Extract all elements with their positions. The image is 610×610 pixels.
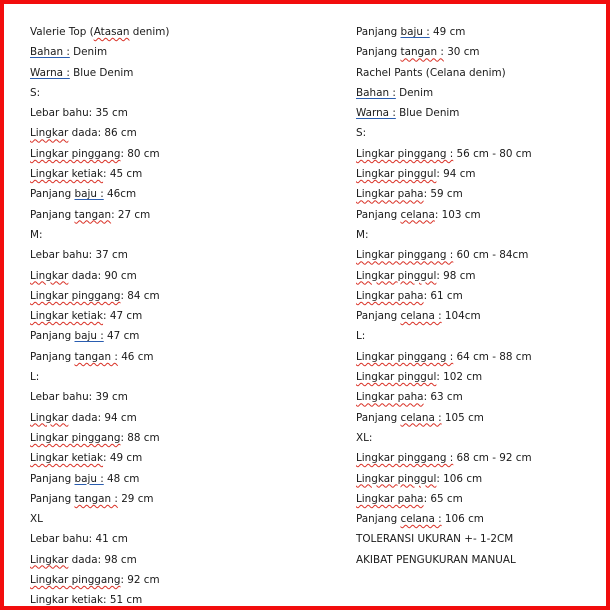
line-text: S:	[30, 86, 41, 99]
text-line	[356, 266, 596, 286]
spellcheck-marked-word: Lingkar pinggang	[30, 147, 121, 160]
text-line	[30, 428, 330, 448]
spellcheck-marked-word: Lingkar paha	[356, 391, 424, 404]
line-text: Valerie Top (	[30, 26, 94, 38]
spellcheck-marked-word: Lingkar ketiak	[30, 168, 104, 181]
text-line	[30, 590, 330, 610]
line-text: 68 cm - 92 cm	[453, 452, 532, 465]
line-text: 64 cm - 88 cm	[453, 350, 532, 363]
spellcheck-marked-word: Lingkar ketiak	[30, 310, 104, 323]
text-line	[356, 286, 596, 306]
text-line	[30, 63, 330, 83]
spellcheck-marked-word: Lingkar pinggang	[30, 431, 121, 444]
line-text: Blue Denim	[69, 66, 134, 79]
grammar-marked-word: Bahan :	[30, 46, 70, 59]
line-text: Lebar bahu: 39 cm	[30, 391, 128, 404]
spellcheck-marked-word: Lingkar ketiak	[30, 452, 104, 465]
line-text: : 49 cm	[103, 452, 143, 465]
spellcheck-marked-word: Lingkar paha	[356, 492, 424, 505]
spellcheck-marked-word: Lingkar pinggang :	[356, 452, 454, 465]
spellcheck-marked-word: Lingkar pinggul	[356, 168, 437, 181]
line-text: 105 cm	[441, 411, 484, 424]
text-line	[30, 266, 330, 286]
text-line	[30, 570, 330, 590]
line-text: Panjang	[356, 46, 401, 59]
text-line	[356, 63, 596, 83]
text-line	[30, 205, 330, 225]
text-line	[30, 387, 330, 407]
text-line	[356, 469, 596, 489]
line-text: Panjang	[30, 492, 75, 505]
spellcheck-marked-word: Atasan	[93, 26, 130, 38]
text-line	[356, 22, 596, 42]
text-line	[30, 347, 330, 367]
line-text: : 92 cm	[120, 574, 160, 587]
spellcheck-marked-word: celana :	[400, 411, 442, 424]
line-text: Panjang	[356, 310, 401, 323]
spellcheck-marked-word: tangan	[74, 208, 112, 221]
line-text: : 47 cm	[103, 310, 143, 323]
text-line	[356, 184, 596, 204]
spellcheck-marked-word: Lingkar pinggul	[356, 269, 437, 282]
line-text: : 84 cm	[120, 289, 160, 302]
line-text: Lebar bahu: 37 cm	[30, 249, 128, 262]
line-text: Blue Denim	[395, 107, 460, 120]
spellcheck-marked-word: tangan :	[74, 492, 118, 505]
line-text: Panjang	[356, 513, 401, 526]
spellcheck-marked-word: Lingkar pinggul	[356, 472, 437, 485]
line-text: : 65 cm	[423, 492, 463, 505]
spellcheck-marked-word: Lingkar pinggang	[30, 574, 121, 587]
text-line	[30, 367, 330, 387]
line-text: : 61 cm	[423, 289, 463, 302]
line-text: 47 cm	[103, 330, 140, 343]
text-line	[356, 306, 596, 326]
line-text: L:	[356, 330, 366, 343]
line-text: Lebar bahu: 35 cm	[30, 107, 128, 120]
text-line	[30, 225, 330, 245]
spellcheck-marked-word: Lingkar pinggang :	[356, 350, 454, 363]
spellcheck-marked-word: Lingkar ketiak	[30, 594, 104, 607]
grammar-marked-word: Bahan :	[356, 86, 396, 99]
text-line	[30, 469, 330, 489]
text-line	[30, 245, 330, 265]
line-text: 106 cm	[441, 513, 484, 526]
spellcheck-marked-word: Lingkar pinggul	[356, 371, 437, 384]
line-text: Panjang	[30, 472, 75, 485]
text-line	[30, 306, 330, 326]
line-text: : 59 cm	[423, 188, 463, 201]
line-text: : 98 cm	[436, 269, 476, 282]
text-line	[30, 22, 330, 42]
text-line	[356, 83, 596, 103]
text-line	[30, 103, 330, 123]
line-text: Denim	[69, 46, 108, 59]
spellcheck-marked-word: celana	[400, 208, 435, 221]
text-line	[356, 225, 596, 245]
line-text: Denim	[395, 86, 434, 99]
text-line	[30, 42, 330, 62]
text-line	[30, 550, 330, 570]
grammar-marked-word: baju :	[74, 188, 104, 201]
line-text: : 45 cm	[103, 168, 143, 181]
line-text: L:	[30, 371, 40, 384]
text-line	[30, 144, 330, 164]
text-line	[30, 448, 330, 468]
line-text: Panjang	[30, 188, 75, 201]
line-text: : 94 cm	[436, 168, 476, 181]
line-text: AKIBAT PENGUKURAN MANUAL	[356, 553, 516, 566]
line-text: : 27 cm	[111, 208, 151, 221]
grammar-marked-word: baju :	[400, 26, 430, 38]
text-line	[356, 326, 596, 346]
text-line	[30, 123, 330, 143]
text-line	[356, 428, 596, 448]
line-text: M:	[30, 228, 43, 241]
text-line	[30, 408, 330, 428]
line-text: 56 cm - 80 cm	[453, 147, 532, 160]
spellcheck-marked-word: celana :	[400, 513, 442, 526]
text-line	[30, 326, 330, 346]
text-line	[356, 448, 596, 468]
text-line	[356, 205, 596, 225]
line-text: : 51 cm	[103, 594, 143, 607]
line-text: Panjang	[356, 411, 401, 424]
line-text: dada: 86 cm	[68, 127, 137, 140]
spellcheck-marked-word: Lingkar pinggang :	[356, 147, 454, 160]
spellcheck-marked-word: tangan :	[400, 46, 444, 59]
line-text: 46 cm	[117, 350, 154, 363]
line-text: Lebar bahu: 41 cm	[30, 533, 128, 546]
line-text: TOLERANSI UKURAN +- 1-2CM	[356, 533, 514, 546]
line-text: : 80 cm	[120, 147, 160, 160]
line-text: : 63 cm	[423, 391, 463, 404]
line-text: 48 cm	[103, 472, 140, 485]
spellcheck-marked-word: celana :	[400, 310, 442, 323]
text-line	[356, 103, 596, 123]
spellcheck-marked-word: Lingkar pinggang	[30, 289, 121, 302]
spellcheck-marked-word: tangan :	[74, 350, 118, 363]
spellcheck-marked-word: Lingkar paha	[356, 188, 424, 201]
line-text: XL	[30, 513, 43, 526]
text-line	[356, 164, 596, 184]
spellcheck-marked-word: Lingkar	[30, 553, 69, 566]
line-text: Panjang	[30, 350, 75, 363]
line-text: 49 cm	[429, 26, 466, 38]
line-text: Rachel Pants (Celana denim)	[356, 66, 506, 79]
left-column	[30, 22, 330, 610]
spellcheck-marked-word: Lingkar	[30, 411, 69, 424]
text-line	[356, 42, 596, 62]
line-text: : 106 cm	[436, 472, 483, 485]
line-text: M:	[356, 228, 369, 241]
grammar-marked-word: baju :	[74, 330, 104, 343]
text-line	[356, 123, 596, 143]
text-line	[30, 286, 330, 306]
text-line	[30, 83, 330, 103]
spellcheck-marked-word: Lingkar	[30, 269, 69, 282]
line-text: denim)	[129, 26, 170, 38]
line-text: : 102 cm	[436, 371, 483, 384]
line-text: Panjang	[356, 26, 401, 38]
right-column	[356, 22, 596, 570]
text-line	[356, 347, 596, 367]
line-text: Panjang	[356, 208, 401, 221]
line-text: Panjang	[30, 330, 75, 343]
text-line	[356, 489, 596, 509]
line-text: dada: 90 cm	[68, 269, 137, 282]
line-text: : 88 cm	[120, 431, 160, 444]
text-line	[30, 529, 330, 549]
text-line	[356, 529, 596, 549]
spellcheck-marked-word: Lingkar paha	[356, 289, 424, 302]
text-line	[356, 245, 596, 265]
line-text: Panjang	[30, 208, 75, 221]
line-text: 46cm	[103, 188, 137, 201]
line-text: S:	[356, 127, 367, 140]
text-line	[356, 509, 596, 529]
grammar-marked-word: baju :	[74, 472, 104, 485]
line-text: 60 cm - 84cm	[453, 249, 529, 262]
spellcheck-marked-word: Lingkar	[30, 127, 69, 140]
text-line	[356, 387, 596, 407]
line-text: dada: 94 cm	[68, 411, 137, 424]
line-text: XL:	[356, 431, 373, 444]
grammar-marked-word: Warna :	[356, 107, 396, 120]
line-text: : 103 cm	[434, 208, 481, 221]
line-text: 104cm	[441, 310, 481, 323]
text-line	[356, 367, 596, 387]
line-text: dada: 98 cm	[68, 553, 137, 566]
text-line	[30, 509, 330, 529]
text-line	[356, 408, 596, 428]
text-line	[356, 144, 596, 164]
text-line	[30, 164, 330, 184]
line-text: 29 cm	[117, 492, 154, 505]
text-line	[30, 184, 330, 204]
text-line	[356, 550, 596, 570]
grammar-marked-word: Warna :	[30, 66, 70, 79]
spellcheck-marked-word: Lingkar pinggang :	[356, 249, 454, 262]
line-text: 30 cm	[443, 46, 480, 59]
text-line	[30, 489, 330, 509]
